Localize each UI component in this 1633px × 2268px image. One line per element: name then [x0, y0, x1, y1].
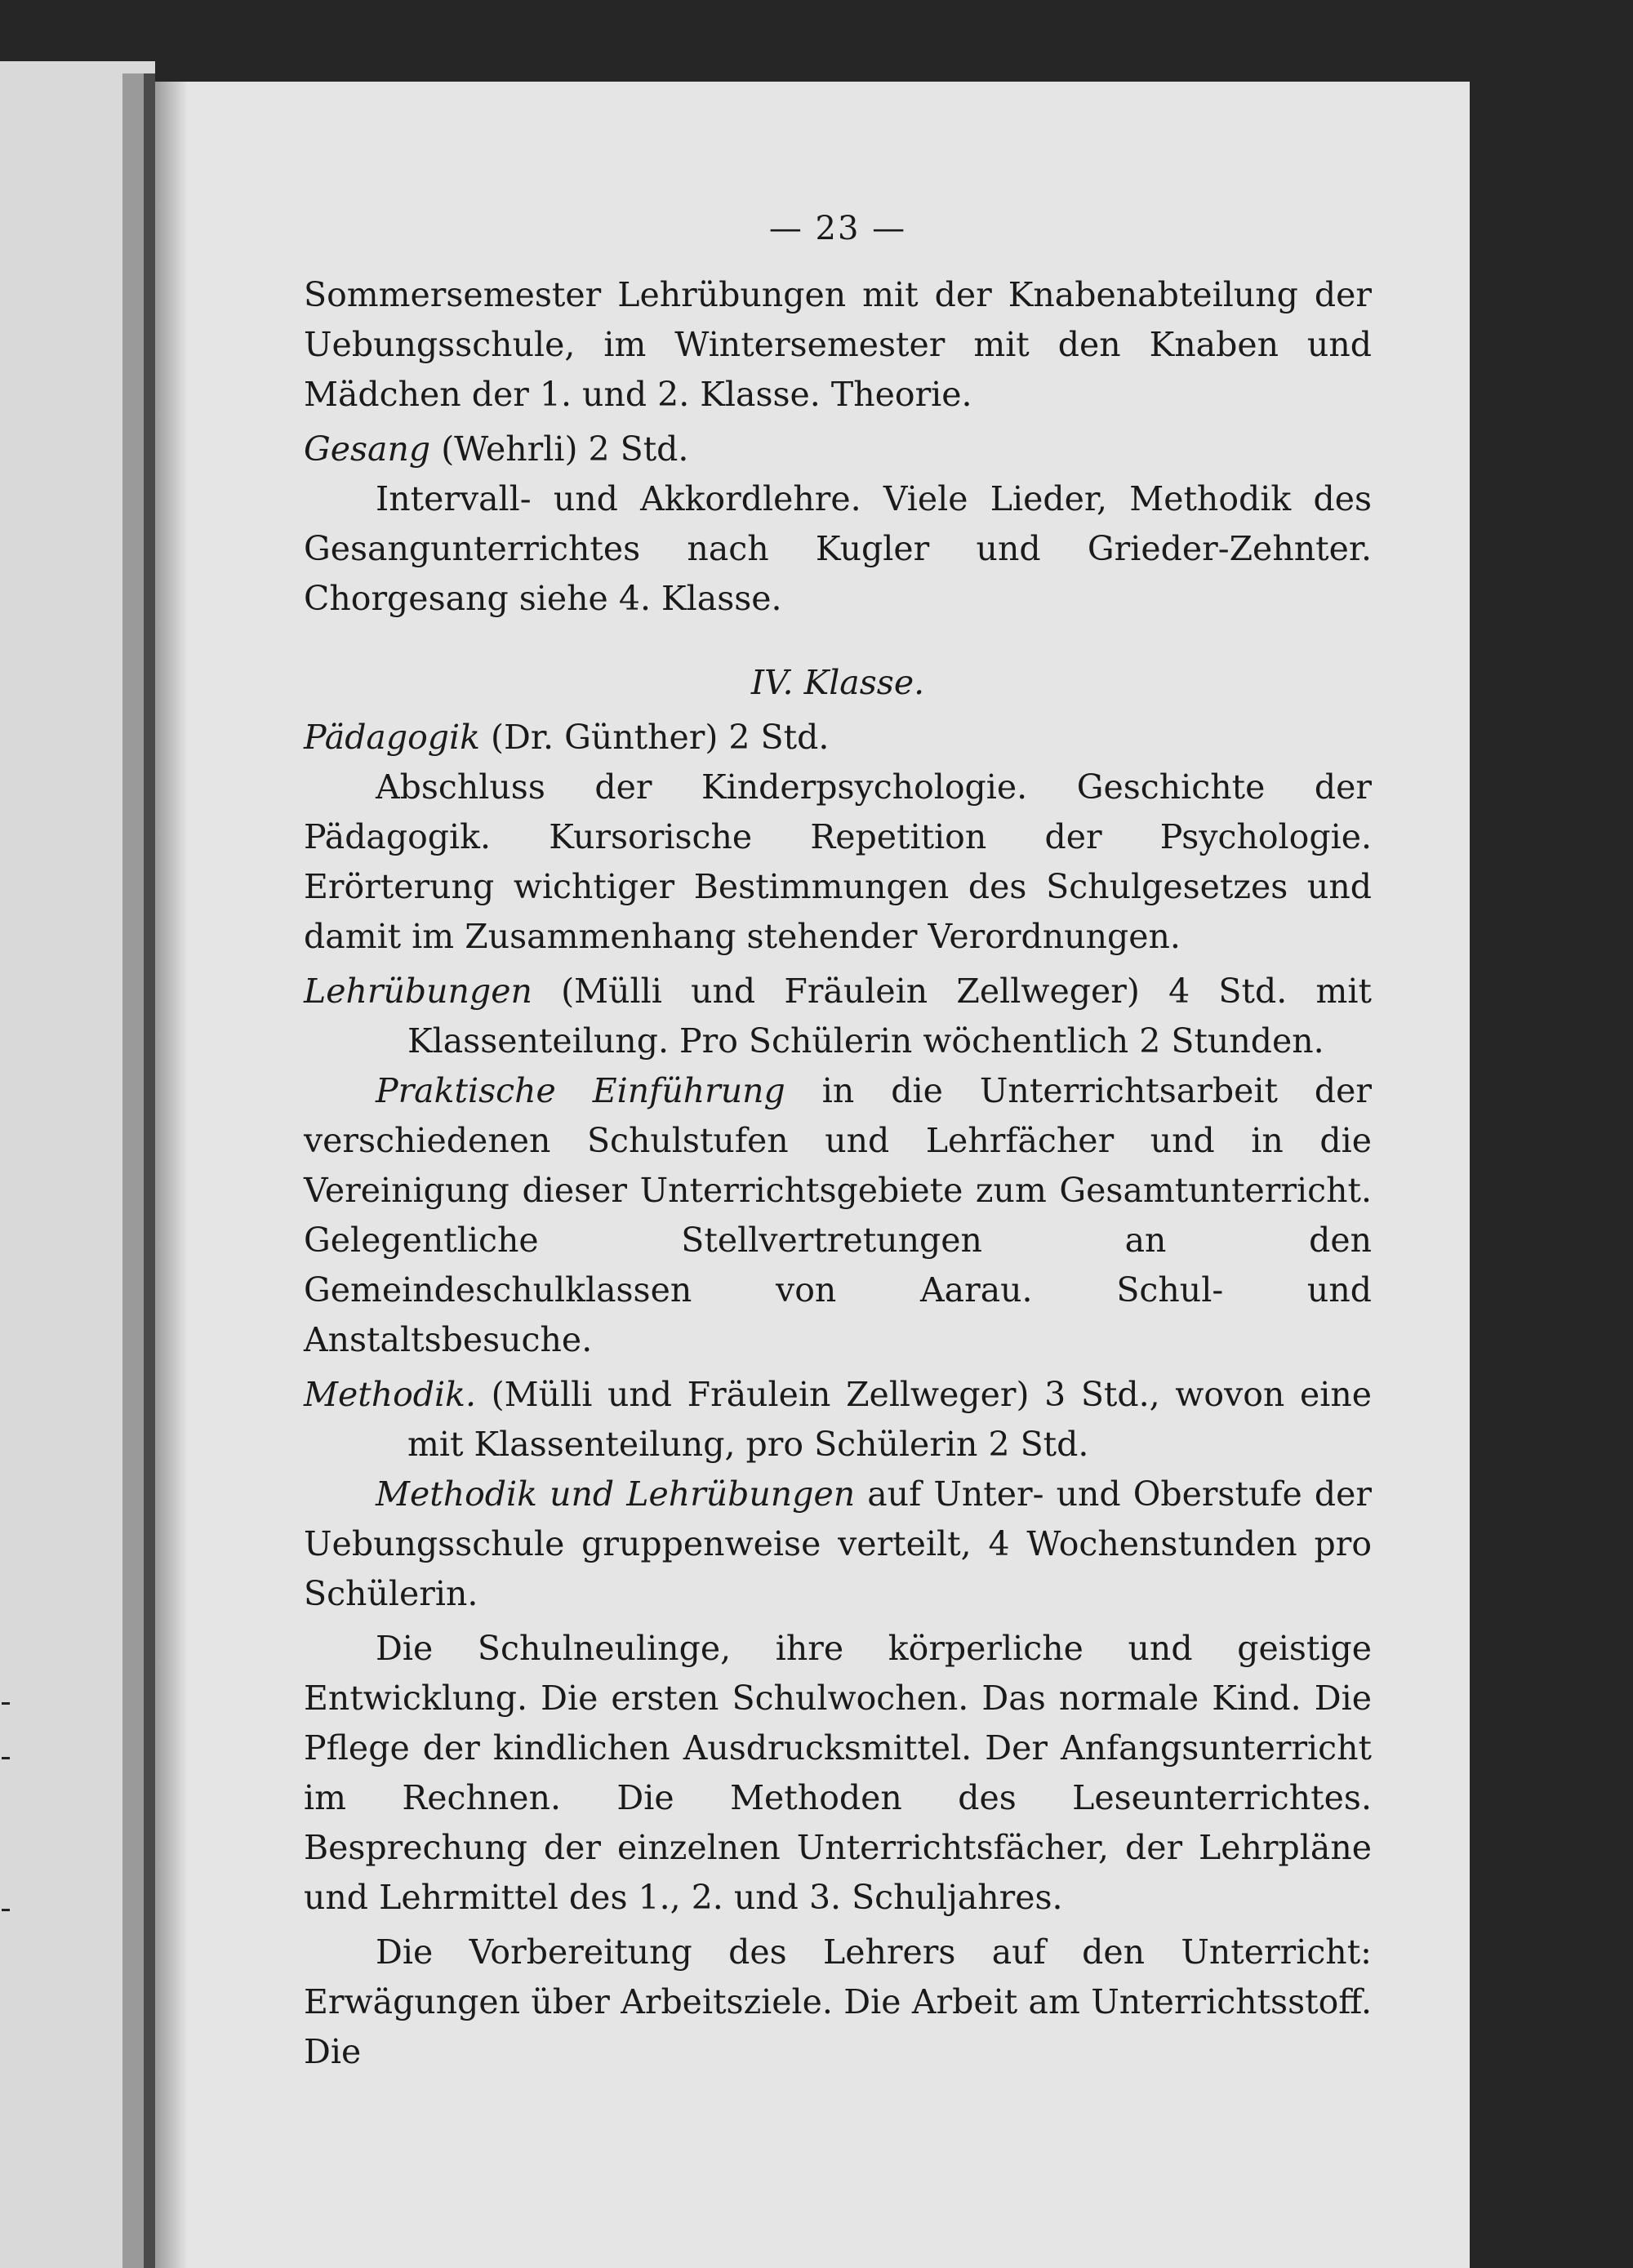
paragraph-methodik-lehruebungen	[304, 1470, 1372, 1619]
section-heading: IV. Klasse.	[750, 663, 925, 702]
entry-title: Gesang	[304, 429, 431, 469]
entry-title: Pädagogik	[304, 718, 481, 757]
paragraph-praktische	[304, 1066, 1372, 1365]
entry-gesang	[304, 425, 1372, 474]
paragraph-vorbereitung: Die Vorbereitung des Lehrers auf den Unterricht: Erwägungen über Arbeitsziele. Die Arbeit am Unterrichtsstoff. Die	[304, 1932, 1372, 2071]
entry-detail: (Wehrli) 2 Std.	[430, 429, 689, 469]
paragraph-schulneulinge: Die Schulneulinge, ihre körperliche und geistige Entwicklung. Die ersten Schulwochen. Das normale Kind. Die Pflege der kindlichen Ausdrucksmittel. Der Anfangsunterricht im Rechnen. Die Methoden des Leseunterrichtes. Besprechung der einzelnen Unterrichtsfächer, der Lehrpläne und Lehrmittel des 1., 2. und 3. Schuljahres.	[304, 1629, 1372, 1917]
margin-mark	[2, 1909, 10, 1911]
entry-detail: auf Unter- und Oberstufe der Uebungsschule gruppenweise verteilt, 4 Wochenstunden pro Schülerin.	[304, 1474, 1372, 1613]
entry-title: Lehrübungen	[304, 972, 532, 1011]
entry-detail: in die Unterrichtsarbeit der verschiedenen Schulstufen und Lehrfächer und in die Vereinigung dieser Unterrichtsgebiete zum Gesamtunterricht. Gelegentliche Stellvertretungen an den Gemeindeschulklassen von Aarau. Schul- und Anstaltsbesuche.	[304, 1071, 1373, 1359]
page-content	[304, 204, 1372, 2077]
entry-detail: (Dr. Günther) 2 Std.	[480, 718, 830, 757]
paragraph-gesang: Intervall- und Akkordlehre. Viele Lieder, Methodik des Gesangunterrichtes nach Kugler und Grieder-Zehnter. Chorgesang siehe 4. Klasse.	[304, 479, 1372, 618]
entry-paedagogik	[304, 713, 1372, 763]
entry-title: Praktische Einführung	[376, 1071, 785, 1110]
paragraph-sommersemester: Sommersemester Lehrübungen mit der Knabenabteilung der Uebungsschule, im Wintersemester mit den Knaben und Mädchen der 1. und 2. Klasse. Theorie.	[304, 275, 1372, 414]
margin-mark	[2, 1702, 10, 1705]
entry-detail: (Mülli und Fräulein Zellweger) 3 Std., wovon eine mit Klassenteilung, pro Schülerin 2 Std.	[407, 1375, 1372, 1464]
binding-shadow	[122, 73, 144, 2268]
page-gutter	[155, 82, 188, 2268]
paragraph-paedagogik: Abschluss der Kinderpsychologie. Geschichte der Pädagogik. Kursorische Repetition der Psychologie. Erörterung wichtiger Bestimmungen des Schulgesetzes und damit im Zusammenhang stehender Verordnungen.	[304, 767, 1372, 956]
margin-mark	[2, 1757, 10, 1759]
entry-detail: (Mülli und Fräulein Zellweger) 4 Std. mit Klassenteilung. Pro Schülerin wöchentlich 2 Stunden.	[407, 972, 1372, 1061]
binding-fold	[144, 73, 155, 2268]
entry-title: Methodik und Lehrübungen	[376, 1474, 856, 1514]
entry-title: Methodik.	[304, 1375, 477, 1414]
entry-lehruebungen	[304, 967, 1372, 1066]
page-number: — 23 —	[768, 210, 907, 247]
entry-methodik	[304, 1370, 1372, 1470]
